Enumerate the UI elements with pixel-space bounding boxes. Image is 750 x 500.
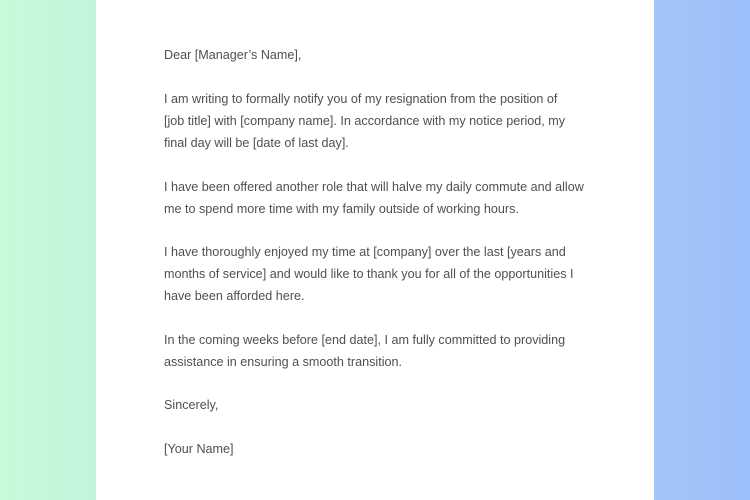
paragraph-3-line-3: have been afforded here. <box>164 289 305 303</box>
paragraph-1-line-3: final day will be [date of last day]. <box>164 136 349 150</box>
paragraph-2-line-1: I have been offered another role that will halve my daily commute and allow <box>164 180 584 194</box>
letter-closing: Sincerely, <box>164 398 219 412</box>
letter-greeting: Dear [Manager’s Name], <box>164 48 302 62</box>
paragraph-2-line-2: me to spend more time with my family outside of working hours. <box>164 202 519 216</box>
paragraph-1-line-1: I am writing to formally notify you of my resignation from the position of <box>164 92 558 106</box>
paragraph-1-line-2: [job title] with [company name]. In accordance with my notice period, my <box>164 114 566 128</box>
paragraph-3-line-2: months of service] and would like to thank you for all of the opportunities I <box>164 267 574 281</box>
letter-signature: [Your Name] <box>164 442 234 456</box>
paragraph-4-line-1: In the coming weeks before [end date], I am fully committed to providing <box>164 333 566 347</box>
letter-page <box>96 0 654 500</box>
paragraph-4-line-2: assistance in ensuring a smooth transition. <box>164 355 403 369</box>
paragraph-3-line-1: I have thoroughly enjoyed my time at [company] over the last [years and <box>164 245 566 259</box>
